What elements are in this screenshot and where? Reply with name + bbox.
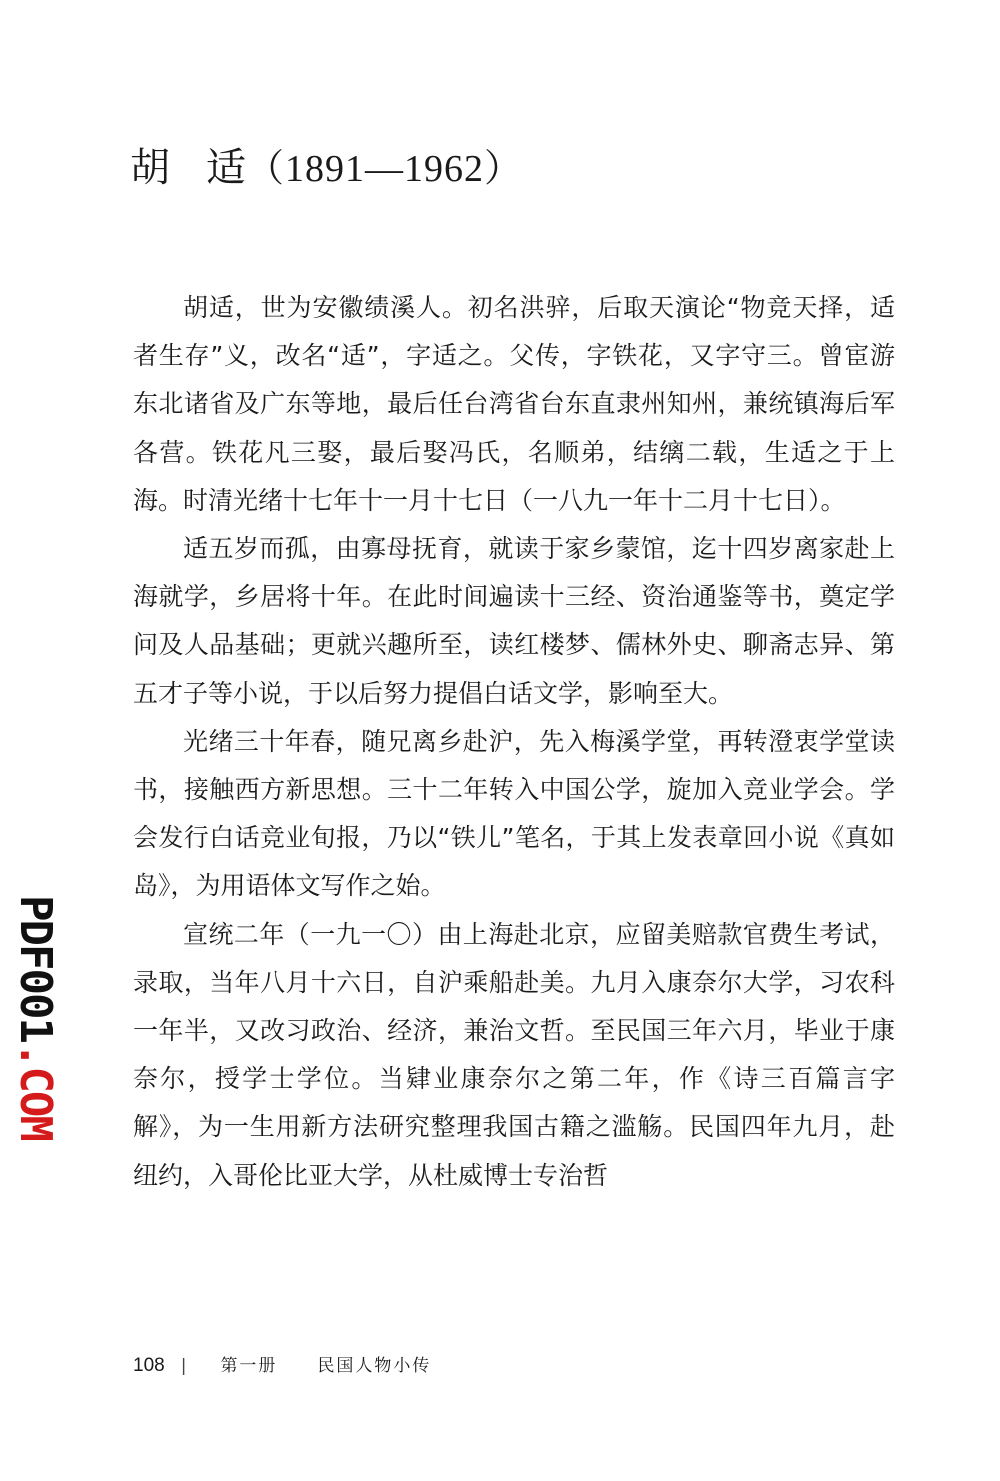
- footer-series: 民国人物小传: [317, 1356, 432, 1376]
- paragraph-3: 光绪三十年春，随兄离乡赴沪，先入梅溪学堂，再转澄衷学堂读书，接触西方新思想。三十二年转入中国公学，旋加入竞业学会。学会发行白话竞业旬报，乃以“铁儿”笔名，于其上发表章回小说《真如岛》，为用语体文写作之始。: [133, 726, 895, 901]
- paragraph-2: 适五岁而孤，由寡母抚育，就读于家乡蒙馆，迄十四岁离家赴上海就学，乡居将十年。在此时间遍读十三经、资治通鉴等书，奠定学问及人品基础；更就兴趣所至，读红楼梦、儒林外史、聊斋志异、第五才子等小说，于以后努力提倡白话文学，影响至大。: [133, 534, 895, 708]
- article-body: [133, 284, 895, 1200]
- watermark: [10, 895, 60, 1145]
- watermark-text-main: PDF001: [10, 895, 61, 1042]
- title-years: （1891—1962）: [246, 148, 524, 190]
- article-title: [130, 140, 523, 197]
- title-name-first: 胡: [130, 145, 170, 191]
- watermark-text-domain: .COM: [10, 1041, 61, 1140]
- paragraph-1: 胡适，世为安徽绩溪人。初名洪骍，后取天演论“物竞天择，适者生存”义，改名“适”，字适之。父传，字铁花，又字守三。曾宦游东北诸省及广东等地，最后任台湾省台东直隶州知州，兼统镇海后军各营。铁花凡三娶，最后娶冯氏，名顺弟，结缡二载，生适之于上海。时清光绪十七年十一月十七日（一八九一年十二月十七日）。: [133, 293, 895, 515]
- page-number: 108: [133, 1355, 165, 1376]
- page-footer: [133, 1352, 431, 1380]
- footer-separator: |: [180, 1356, 187, 1376]
- paragraph-4: 宣统二年（一九一〇）由上海赴北京，应留美赔款官费生考试，录取，当年八月十六日，自沪乘船赴美。九月入康奈尔大学，习农科一年半，又改习政治、经济，兼治文哲。至民国三年六月，毕业于康奈尔，授学士学位。当肄业康奈尔之第二年，作《诗三百篇言字解》，为一生用新方法研究整理我国古籍之滥觞。民国四年九月，赴纽约，入哥伦比亚大学，从杜威博士专治哲: [133, 919, 895, 1190]
- footer-volume: 第一册: [220, 1356, 278, 1376]
- title-name-second: 适: [206, 145, 246, 191]
